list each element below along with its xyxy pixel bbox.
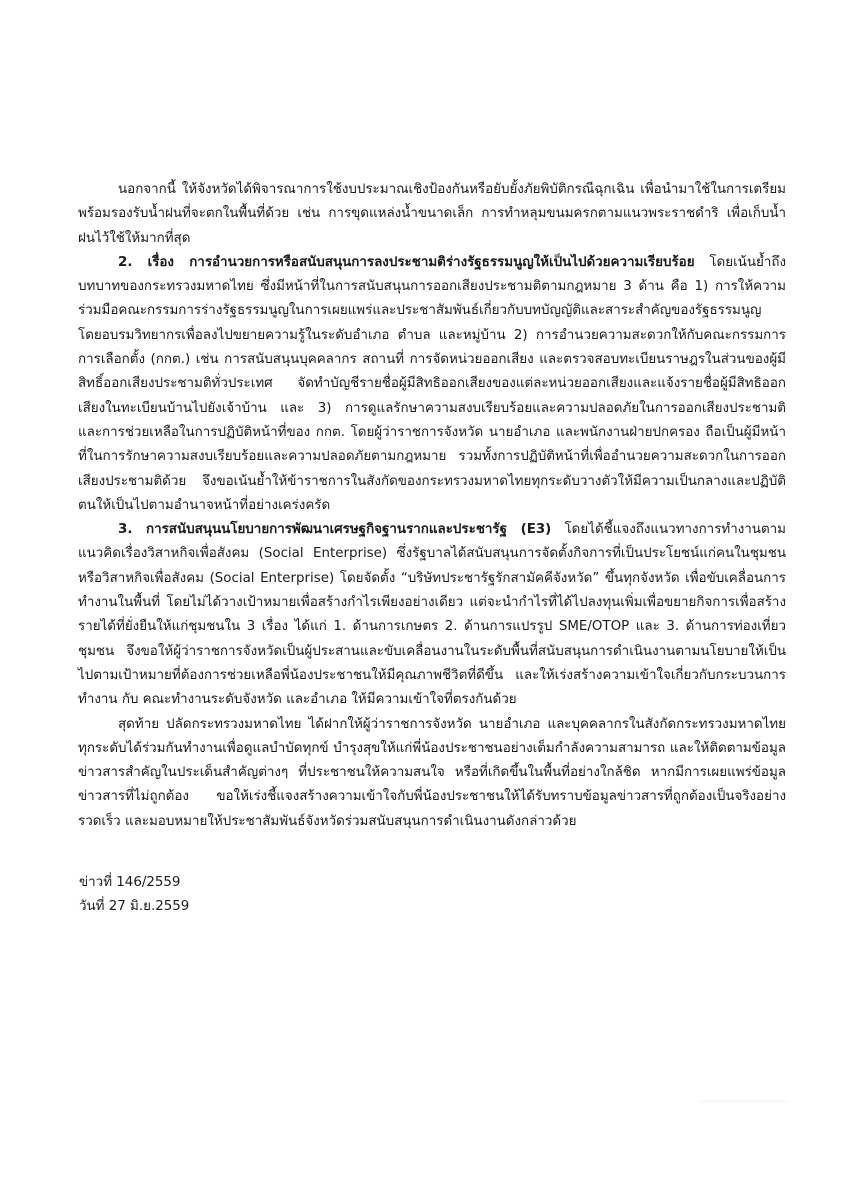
economy-policy-heading: 3. การสนับสนุนนโยบายการพัฒนาเศรษฐกิจฐานรากและประชารัฐ (E3) xyxy=(118,522,552,538)
scan-artifact xyxy=(700,1100,790,1103)
economy-policy-body: โดยได้ชี้แจงถึงแนวทางการทำงานตามแนวคิดเรื่องวิสาหกิจเพื่อสังคม (Social Enterprise) ซึ่งรัฐบาลได้สนับสนุนการจัดตั้งกิจการที่เป็นประโยชน์แก่คนในชุมชนหรือวิสาหกิจเพื่อสังคม (Social Enterprise) โดยจัดตั้ง “บริษัทประชารัฐรักสามัคคีจังหวัด” ขึ้นทุกจังหวัด เพื่อขับเคลื่อนการทำงานในพื้นที่ โดยไม่ได้วางเป้าหมายเพื่อสร้างกำไรเพียงอย่างเดียว แต่จะนำกำไรที่ได้ไปลงทุนเพิ่มเพื่อขยายกิจการเพื่อสร้างรายได้ที่ยั่งยืนให้แก่ชุมชนใน 3 เรื่อง ได้แก่ 1. ด้านการเกษตร 2. ด้านการแปรรูป SME/OTOP และ 3. ด้านการท่องเที่ยวชุมชน จึงขอให้ผู้ว่าราชการจังหวัดเป็นผู้ประสานและขับเคลื่อนงานในระดับพื้นที่สนับสนุนการดำเนินงานตามนโยบายให้เป็นไปตามเป้าหมายที่ต้องการช่วยเหลือพี่น้องประชาชนให้มีคุณภาพชีวิตที่ดีขึ้น และให้เร่งสร้างความเข้าใจเกี่ยวกับกระบวนการทำงาน กับ คณะทำงานระดับจังหวัด และอำเภอ ให้มีความเข้าใจที่ตรงกันด้วย xyxy=(78,522,786,708)
document-body xyxy=(78,178,786,834)
paragraph-disaster-budget: นอกจากนี้ ให้จังหวัดได้พิจารณาการใช้งบประมาณเชิงป้องกันหรือยับยั้งภัยพิบัติกรณีฉุกเฉิน เพื่อนำมาใช้ในการเตรียมพร้อมรองรับน้ำฝนที่จะตกในพื้นที่ด้วย เช่น การขุดแหล่งน้ำขนาดเล็ก การทำหลุมขนมครกตามแนวพระราชดำริ เพื่อเก็บน้ำฝนไว้ใช้ให้มากที่สุด xyxy=(78,182,786,246)
news-number: ข่าวที่ 146/2559 xyxy=(79,875,181,890)
news-date: วันที่ 27 มิ.ย.2559 xyxy=(79,899,190,915)
paragraph-closing: สุดท้าย ปลัดกระทรวงมหาดไทย ได้ฝากให้ผู้ว่าราชการจังหวัด นายอำเภอ และบุคคลากรในสังกัดกระทรวงมหาดไทยทุกระดับได้ร่วมกันทำงานเพื่อดูแลบำบัดทุกข์ บำรุงสุขให้แก่พี่น้องประชาชนอย่างเต็มกำลังความสามารถ และให้ติดตามข้อมูลข่าวสารสำคัญในประเด็นสำคัญต่างๆ ที่ประชาชนให้ความสนใจ หรือที่เกิดขึ้นในพื้นที่อย่างใกล้ชิด หากมีการเผยแพร่ข้อมูลข่าวสารที่ไม่ถูกต้อง ขอให้เร่งชี้แจงสร้างความเข้าใจกับพี่น้องประชาชนให้ได้รับทราบข้อมูลข่าวสารที่ถูกต้องเป็นจริงอย่างรวดเร็ว และมอบหมายให้ประชาสัมพันธ์จังหวัดร่วมสนับสนุนการดำเนินงานดังกล่าวด้วย xyxy=(78,716,786,829)
referendum-body: โดยเน้นย้ำถึงบทบาทของกระทรวงมหาดไทย ซึ่งมีหน้าที่ในการสนับสนุนการออกเสียงประชามติตามกฎหมาย 3 ด้าน คือ 1) การให้ความร่วมมือคณะกรรมการร่างรัฐธรรมนูญในการเผยแพร่และประชาสัมพันธ์เกี่ยวกับบทบัญญัติและสาระสำคัญของรัฐธรรมนูญ โดยอบรมวิทยากรเพื่อลงไปขยายความรู้ในระดับอำเภอ ตำบล และหมู่บ้าน 2) การอำนวยความสะดวกให้กับคณะกรรมการการเลือกตั้ง (กกต.) เช่น การสนับสนุนบุคคลากร สถานที่ การจัดหน่วยออกเสียง และตรวจสอบทะเบียนราษฎรในส่วนของผู้มีสิทธิ์ออกเสียงประชามติทั่วประเทศ จัดทำบัญชีรายชื่อผู้มีสิทธิออกเสียงของแต่ละหน่วยออกเสียงและแจ้งรายชื่อผู้มีสิทธิออกเสียงในทะเบียนบ้านไปยังเจ้าบ้าน และ 3) การดูแลรักษาความสงบเรียบร้อยและความปลอดภัยในการออกเสียงประชามติ และการช่วยเหลือในการปฏิบัติหน้าที่ของ กกต. โดยผู้ว่าราชการจังหวัด นายอำเภอ และพนักงานฝ่ายปกครอง ถือเป็นผู้มีหน้าที่ในการรักษาความสงบเรียบร้อยและความปลอดภัยตามกฎหมาย รวมทั้งการปฏิบัติหน้าที่เพื่ออำนวยความสะดวกในการออกเสียงประชามติด้วย จึงขอเน้นย้ำให้ข้าราชการในสังกัดของกระทรวงมหาดไทยทุกระดับวางตัวให้มีความเป็นกลางและปฏิบัติตนให้เป็นไปตามอำนาจหน้าที่อย่างเคร่งครัด xyxy=(78,254,786,513)
referendum-heading: 2. เรื่อง การอำนวยการหรือสนับสนุนการลงประชามติร่างรัฐธรรมนูญให้เป็นไปด้วยความเรียบร้อย xyxy=(118,254,695,270)
paragraph-referendum xyxy=(78,251,786,518)
news-reference xyxy=(79,871,189,920)
paragraph-economy-policy xyxy=(78,518,786,712)
